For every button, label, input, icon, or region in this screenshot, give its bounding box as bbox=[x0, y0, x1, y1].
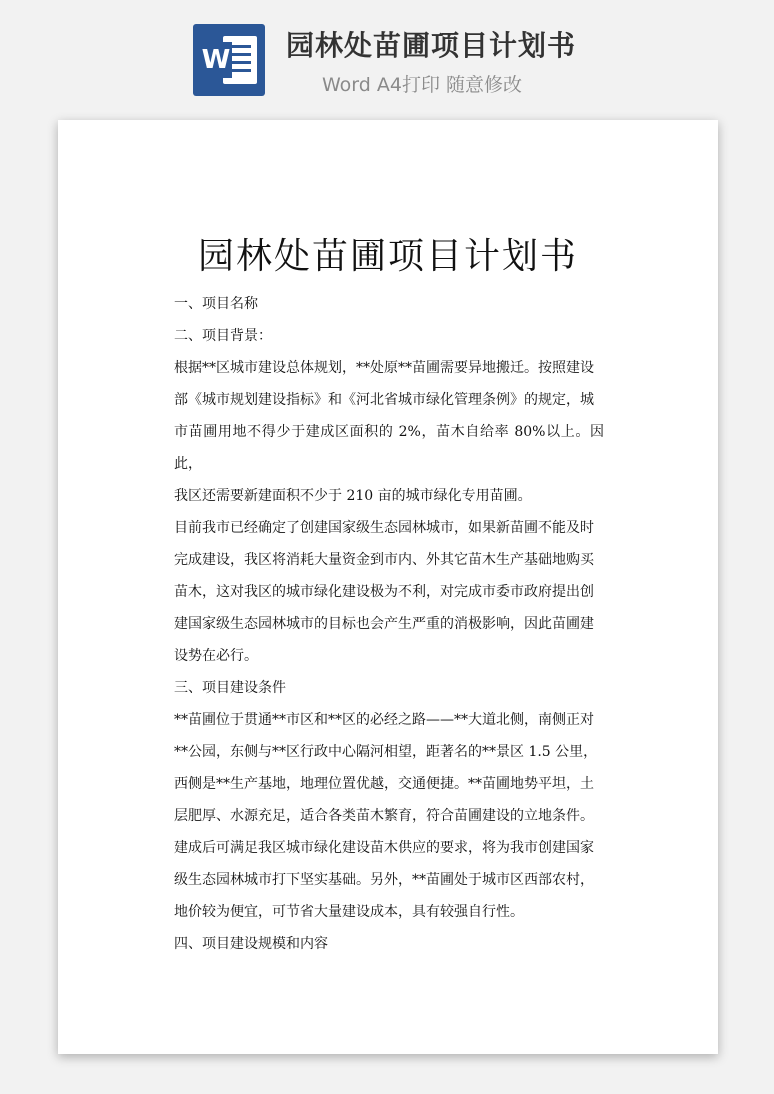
banner-title: 园林处苗圃项目计划书 bbox=[286, 29, 577, 62]
document-page bbox=[58, 120, 718, 1054]
body-paragraph: **苗圃位于贯通**市区和**区的必经之路——**大道北侧，南侧正对 **公园，东侧与**区行政中心隔河相望，距著名的**景区 1.5 公里， 西侧是**生产基地，地理位置优越，交通便捷。**苗圃地势平坦，土 层肥厚、水源充足，适合各类苗木繁育，符合苗圃建设的立地条件。 建成后可满足我区城市绿化建设苗木供应的要求，将为我市创建国家 级生态园林城市打下坚实基础。另外，**苗圃处于城市区西部农村， 地价较为便宜，可节省大量建设成本，具有较强自行性。 bbox=[174, 712, 598, 920]
word-icon-letter: W bbox=[200, 42, 232, 78]
section-heading: 一、项目名称 bbox=[174, 296, 258, 312]
body-paragraph: 根据**区城市建设总体规划，**处原**苗圃需要异地搬迁。按照建设 部《城市规划建设指标》和《河北省城市绿化管理条例》的规定，城 市苗圃用地不得少于建成区面积的 2%，苗木自给率 80%以上。因此， 我区还需要新建面积不少于 210 亩的城市绿化专用苗圃。 bbox=[174, 360, 604, 504]
word-document-icon bbox=[193, 24, 265, 96]
document-title: 园林处苗圃项目计划书 bbox=[197, 236, 578, 277]
section-heading: 四、项目建设规模和内容 bbox=[174, 936, 328, 952]
banner-subtitle: Word A4打印 随意修改 bbox=[322, 74, 523, 96]
section-heading: 三、项目建设条件 bbox=[174, 680, 286, 696]
section-heading: 二、项目背景： bbox=[174, 328, 272, 344]
header-banner bbox=[0, 0, 774, 110]
body-paragraph: 目前我市已经确定了创建国家级生态园林城市，如果新苗圃不能及时 完成建设，我区将消耗大量资金到市内、外其它苗木生产基础地购买 苗木，这对我区的城市绿化建设极为不利，对完成市委市政府提出创 建国家级生态园林城市的目标也会产生严重的消极影响，因此苗圃建 设势在必行。 bbox=[174, 520, 594, 664]
document-body bbox=[174, 288, 604, 960]
